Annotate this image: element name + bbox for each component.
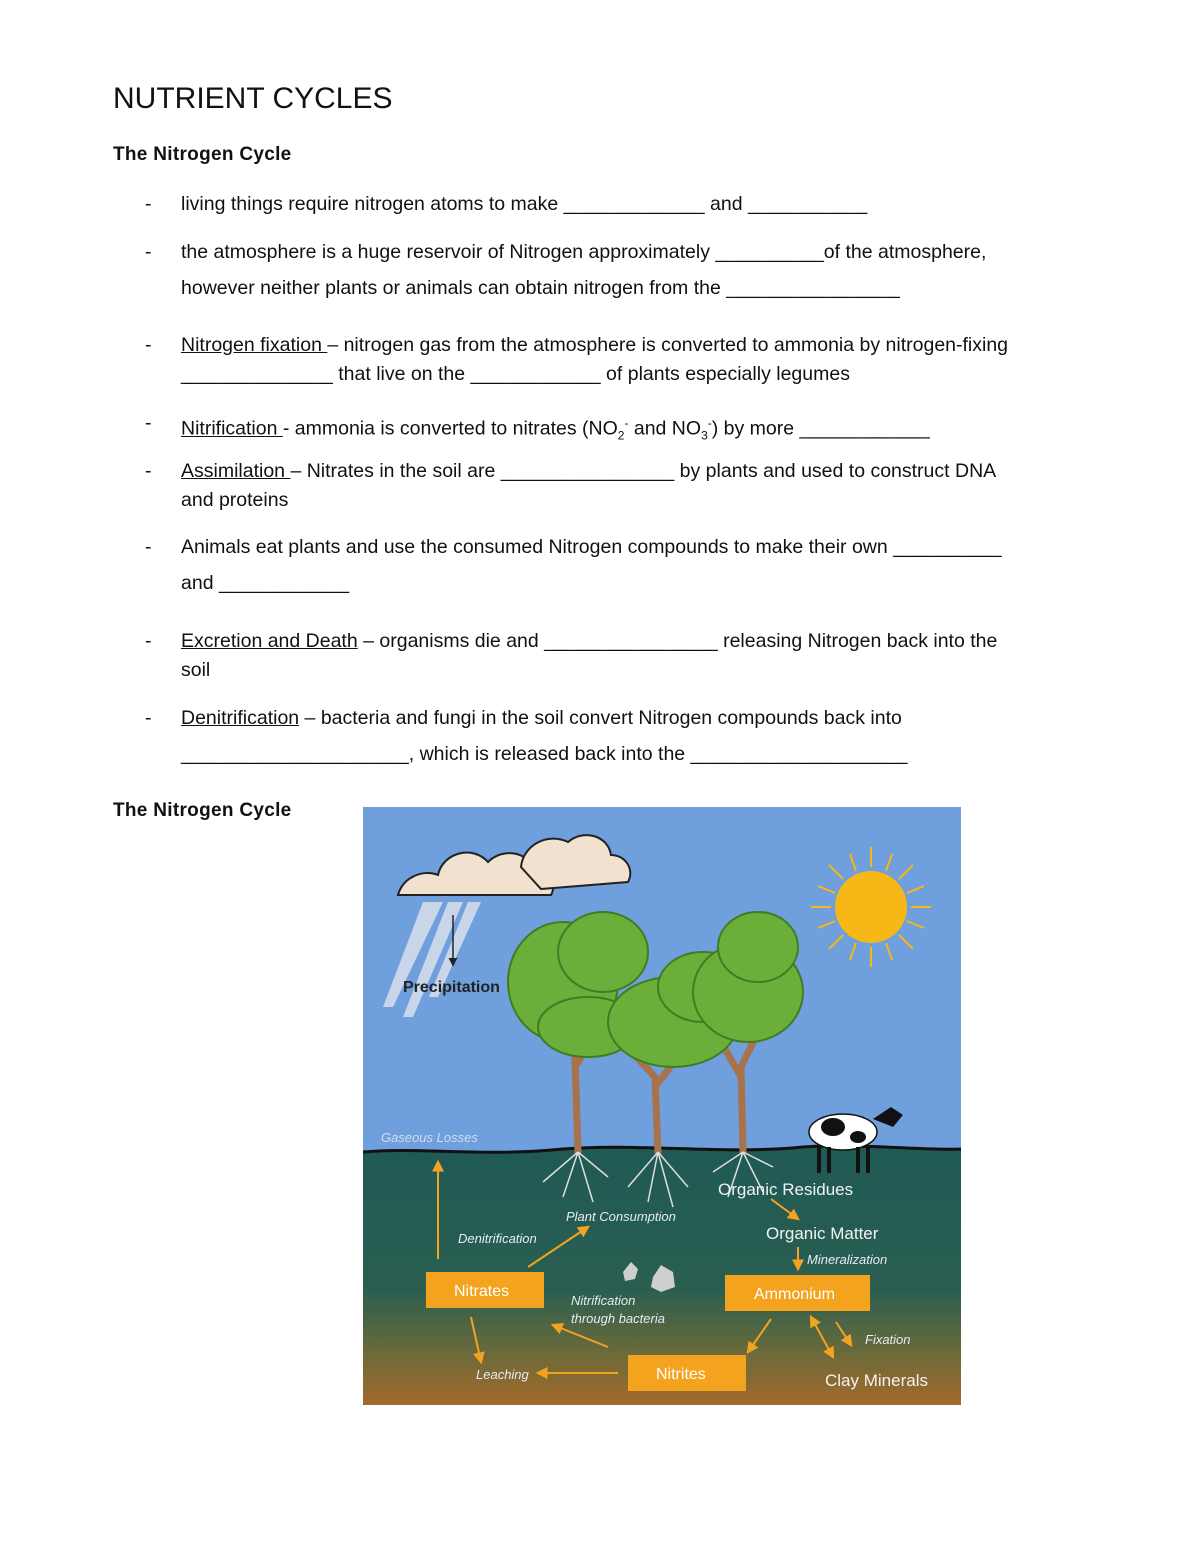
item-text: – nitrogen gas from the atmosphere is converted to ammonia by nitrogen-fixing [327, 334, 1009, 356]
nitrogen-cycle-diagram [363, 807, 961, 1405]
item-text: and proteins [181, 489, 289, 511]
label-clay-minerals: Clay Minerals [825, 1371, 928, 1390]
label-nitrates: Nitrates [454, 1283, 510, 1300]
superscript: - [624, 416, 629, 430]
label-plant-consumption: Plant Consumption [566, 1209, 676, 1224]
item-text: – organisms die and ________________ releasing Nitrogen back into the [357, 630, 998, 652]
label-nitrification: Nitrification [571, 1293, 636, 1308]
item-text: _____________________, which is released back into the ____________________ [181, 743, 908, 765]
item-text: and NO [628, 417, 702, 440]
item-text: ______________ that live on the ____________ of plants especially legumes [181, 363, 850, 385]
item-text: and ____________ [181, 572, 350, 594]
label-denitrification: Denitrification [458, 1231, 537, 1246]
label-mineralization: Mineralization [807, 1252, 888, 1267]
dash: - [145, 412, 152, 434]
item-text: the atmosphere is a huge reservoir of Nitrogen approximately __________of the atmosphere, [181, 241, 987, 263]
term-excretion-death: Excretion and Death [181, 630, 358, 652]
term-denitrification: Denitrification [181, 707, 300, 729]
term-nitrogen-fixation: Nitrogen fixation [181, 334, 328, 356]
dash: - [145, 193, 152, 215]
subscript: 3 [701, 428, 708, 443]
section-heading: The Nitrogen Cycle [113, 144, 292, 165]
item-text: ) by more ____________ [711, 417, 930, 440]
label-precipitation: Precipitation [403, 979, 500, 996]
label-organic-matter: Organic Matter [766, 1224, 879, 1243]
item-text: however neither plants or animals can obtain nitrogen from the ________________ [181, 277, 900, 299]
dash: - [145, 630, 152, 652]
label-through-bacteria: through bacteria [571, 1311, 665, 1326]
dash: - [145, 241, 152, 263]
item-text: - ammonia is converted to nitrates (NO [282, 417, 618, 440]
page-title: NUTRIENT CYCLES [113, 82, 393, 115]
dash: - [145, 707, 152, 729]
dash: - [145, 536, 152, 558]
item-text: – Nitrates in the soil are ________________ by plants and used to construct DNA [290, 460, 997, 482]
item-text: soil [181, 659, 211, 681]
label-organic-residues: Organic Residues [718, 1180, 854, 1199]
dash: - [145, 334, 152, 356]
figure-heading: The Nitrogen Cycle [113, 800, 292, 821]
label-ammonium: Ammonium [754, 1286, 835, 1303]
item-text: Animals eat plants and use the consumed Nitrogen compounds to make their own __________ [181, 536, 1002, 558]
item-text: living things require nitrogen atoms to make _____________ and ___________ [181, 193, 868, 215]
dash: - [145, 460, 152, 482]
item-text: – bacteria and fungi in the soil convert Nitrogen compounds back into [299, 707, 902, 729]
sun-icon [811, 847, 931, 967]
label-leaching: Leaching [476, 1367, 529, 1382]
label-gaseous-losses: Gaseous Losses [381, 1130, 478, 1145]
term-assimilation: Assimilation [181, 460, 291, 482]
subscript: 2 [617, 428, 625, 443]
term-nitrification: Nitrification [181, 417, 283, 440]
superscript: - [707, 416, 712, 430]
label-fixation: Fixation [865, 1332, 911, 1347]
label-nitrites: Nitrites [656, 1366, 706, 1383]
